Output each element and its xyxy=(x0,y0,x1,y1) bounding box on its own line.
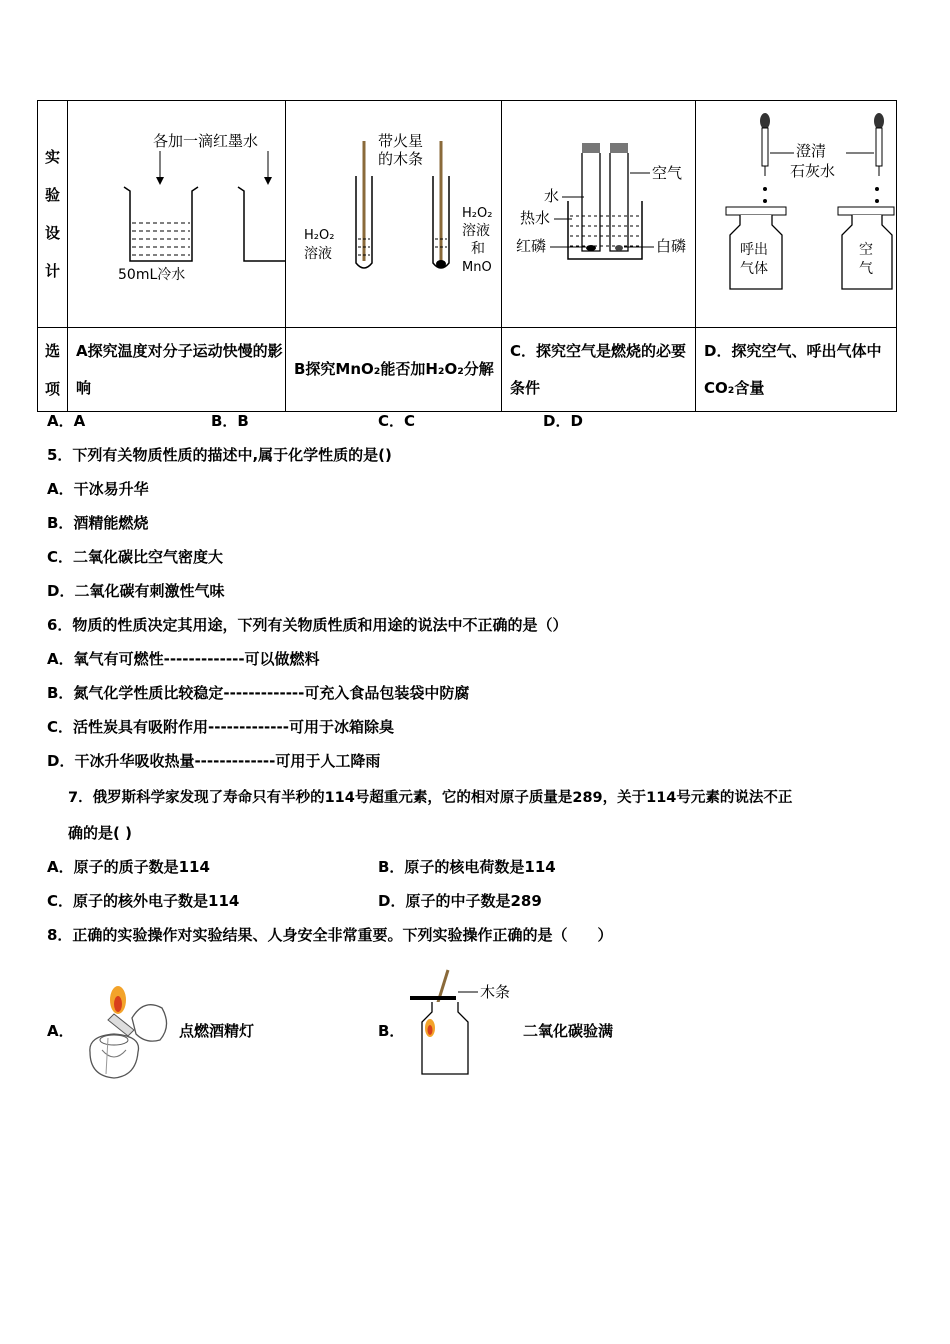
header-char: 项 xyxy=(44,379,60,398)
row-header-options xyxy=(38,328,68,412)
fig-d-right-2: 气 xyxy=(859,261,873,277)
test-tubes-diagram xyxy=(286,101,502,323)
q6-option-b: B．氮气化学性质比较稳定-------------可充入食品包装袋中防腐 xyxy=(47,684,470,702)
fig-c-red-p: 红磷 xyxy=(516,237,547,255)
row-header-design xyxy=(38,101,68,328)
fig-b-top-1: 带火星 xyxy=(378,132,424,150)
beakers-diagram xyxy=(68,101,286,323)
fig-a-top-label: 各加一滴红墨水 xyxy=(153,132,259,150)
q6-option-d: D．干冰升华吸收热量-------------可用于人工降雨 xyxy=(47,752,381,770)
water-beaker xyxy=(568,201,642,259)
gas-bottle xyxy=(422,1002,468,1074)
fig-d-right-1: 空 xyxy=(859,242,873,258)
q5-option-b: B．酒精能燃烧 xyxy=(47,514,149,532)
q5-option-d: D．二氧化碳有刺激性气味 xyxy=(47,582,225,600)
limewater-diagram xyxy=(696,101,897,323)
q6-option-a: A．氧气有可燃性-------------可以做燃料 xyxy=(47,650,320,668)
header-char: 计 xyxy=(44,262,60,280)
q4-answer-c: C．C xyxy=(378,412,416,430)
dropper-icon xyxy=(760,113,770,129)
fig-d-label-2: 石灰水 xyxy=(790,162,836,180)
alcohol-lamp-lighting-icon xyxy=(74,978,178,1086)
q5-option-a: A．干冰易升华 xyxy=(47,480,149,498)
fig-c-white-p: 白磷 xyxy=(656,237,687,255)
q7-option-a: A．原子的质子数是114 xyxy=(47,858,210,876)
option-b: B探究MnO₂能否加H₂O₂分解 xyxy=(286,328,502,412)
q4-answer-a: A．A xyxy=(47,412,86,430)
fig-c-water: 水 xyxy=(544,187,560,205)
q8-option-a-caption: 点燃酒精灯 xyxy=(179,1022,255,1040)
option-c: C．探究空气是燃烧的必要条件 xyxy=(502,328,696,412)
fig-b-right-3: 和 xyxy=(471,241,485,257)
q8-stem: 8．正确的实验操作对实验结果、人身安全非常重要。下列实验操作正确的是（ ） xyxy=(47,926,613,944)
fig-a-left-label: 50mL冷水 xyxy=(118,267,186,283)
option-a: A探究温度对分子运动快慢的影响 xyxy=(68,328,286,412)
q6-stem: 6．物质的性质决定其用途，下列有关物质性质和用途的说法中不正确的是（） xyxy=(47,616,568,634)
fig-c-hot-water: 热水 xyxy=(520,209,551,227)
beaker-cold xyxy=(124,187,198,261)
header-char: 设 xyxy=(44,224,60,242)
co2-test-diagram xyxy=(408,966,520,1080)
q8-stick-label: 木条 xyxy=(480,983,511,1001)
q5-stem: 5．下列有关物质性质的描述中,属于化学性质的是() xyxy=(47,446,392,464)
fig-b-left-1: H₂O₂ xyxy=(304,228,335,243)
fig-b-left-2: 溶液 xyxy=(304,246,332,262)
figure-b-cell xyxy=(286,101,502,328)
q4-answer-b: B．B xyxy=(211,412,249,430)
fig-b-top-2: 的木条 xyxy=(378,150,424,168)
q8-option-a-letter: A． xyxy=(47,1022,74,1040)
q7-stem-line2: 确的是( ) xyxy=(68,824,132,842)
fig-b-right-1: H₂O₂ xyxy=(462,206,493,221)
q4-answer-d: D．D xyxy=(543,412,583,430)
fig-b-right-2: 溶液 xyxy=(462,223,490,239)
q7-option-d: D．原子的中子数是289 xyxy=(378,892,542,910)
q7-option-c: C．原子的核外电子数是114 xyxy=(47,892,240,910)
fig-d-left-1: 呼出 xyxy=(740,242,768,258)
q7-option-b: B．原子的核电荷数是114 xyxy=(378,858,556,876)
header-char: 选 xyxy=(44,341,60,360)
figure-d-cell xyxy=(696,101,897,328)
dropper-icon xyxy=(874,113,884,129)
fig-d-left-2: 气体 xyxy=(740,261,768,277)
option-d: D．探究空气、呼出气体中CO₂含量 xyxy=(696,328,897,412)
header-char: 验 xyxy=(44,186,60,204)
experiment-table xyxy=(37,100,897,412)
q5-option-c: C．二氧化碳比空气密度大 xyxy=(47,548,224,566)
fig-d-label-1: 澄清 xyxy=(796,142,827,160)
header-char: 实 xyxy=(44,148,60,166)
q7-stem-line1: 7．俄罗斯科学家发现了寿命只有半秒的114号超重元素，它的相对原子质量是289，关于114号元素的说法不正 xyxy=(68,790,793,806)
q8-option-b-letter: B． xyxy=(378,1022,405,1040)
q6-option-c: C．活性炭具有吸附作用-------------可用于冰箱除臭 xyxy=(47,718,394,736)
fig-c-air: 空气 xyxy=(652,164,683,182)
combustion-diagram xyxy=(502,101,696,323)
figure-c-cell xyxy=(502,101,696,328)
figure-a-cell xyxy=(68,101,286,328)
fig-b-right-4: MnO xyxy=(462,260,492,275)
q8-option-b-caption: 二氧化碳验满 xyxy=(523,1022,614,1040)
